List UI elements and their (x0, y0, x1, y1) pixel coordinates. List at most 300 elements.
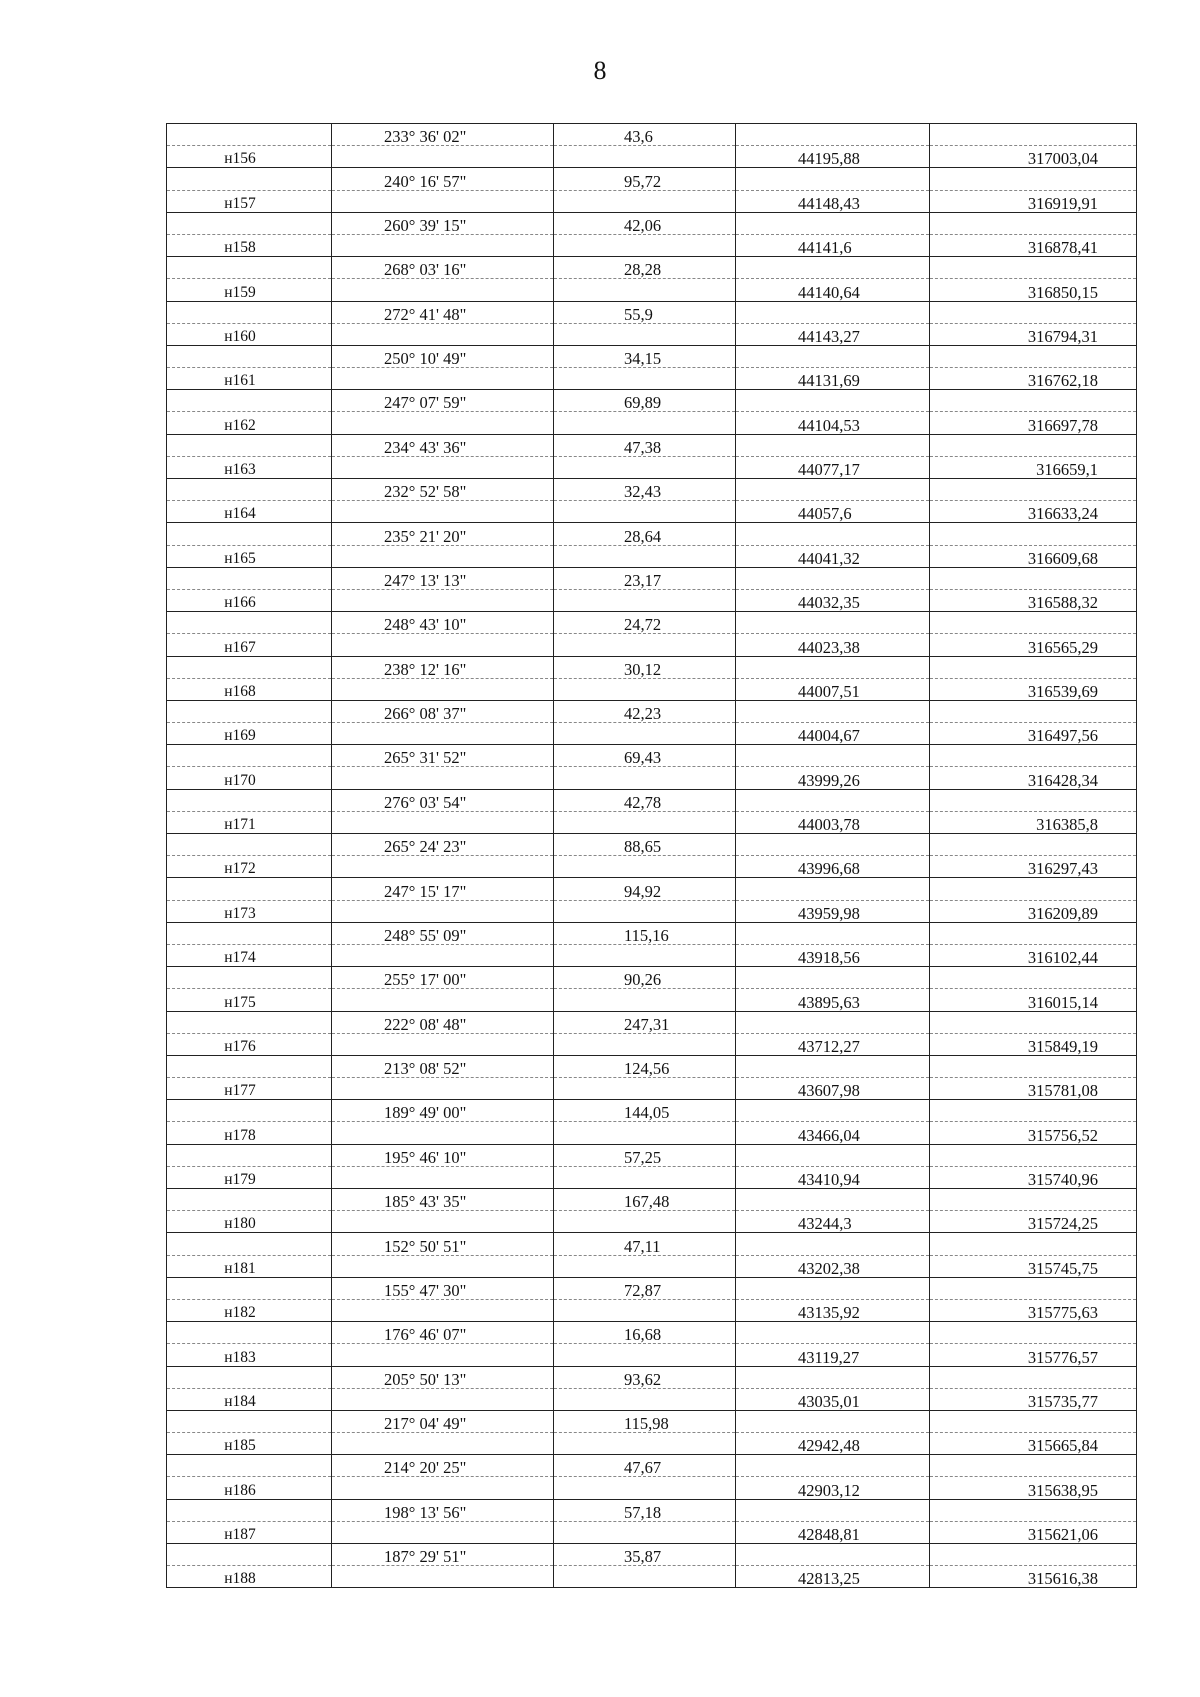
empty-cell (930, 479, 1137, 501)
empty-cell (736, 745, 930, 767)
empty-cell (167, 1277, 332, 1299)
empty-cell (930, 567, 1137, 589)
empty-cell (736, 257, 930, 279)
segment-angle: 247° 07' 59" (332, 390, 554, 412)
point-y-coordinate: 317003,04 (930, 146, 1137, 168)
segment-distance: 247,31 (554, 1011, 736, 1033)
segment-distance: 69,43 (554, 745, 736, 767)
empty-cell (930, 656, 1137, 678)
empty-cell (332, 456, 554, 478)
empty-cell (930, 1366, 1137, 1388)
segment-row (167, 1366, 1137, 1388)
empty-cell (554, 1521, 736, 1543)
empty-cell (736, 301, 930, 323)
empty-cell (736, 168, 930, 190)
segment-angle: 265° 31' 52" (332, 745, 554, 767)
point-name: н166 (167, 589, 332, 611)
empty-cell (930, 967, 1137, 989)
point-x-coordinate: 42942,48 (736, 1433, 930, 1455)
empty-cell (332, 1255, 554, 1277)
segment-angle: 268° 03' 16" (332, 257, 554, 279)
point-x-coordinate: 44057,6 (736, 501, 930, 523)
empty-cell (332, 811, 554, 833)
point-name: н171 (167, 811, 332, 833)
point-x-coordinate: 43119,27 (736, 1344, 930, 1366)
empty-cell (167, 878, 332, 900)
empty-cell (167, 567, 332, 589)
point-row (167, 146, 1137, 168)
segment-row (167, 1011, 1137, 1033)
empty-cell (930, 345, 1137, 367)
empty-cell (167, 967, 332, 989)
segment-angle: 217° 04' 49" (332, 1410, 554, 1432)
segment-distance: 23,17 (554, 567, 736, 589)
empty-cell (332, 146, 554, 168)
empty-cell (930, 1499, 1137, 1521)
segment-angle: 198° 13' 56" (332, 1499, 554, 1521)
empty-cell (930, 523, 1137, 545)
segment-distance: 24,72 (554, 612, 736, 634)
empty-cell (930, 1544, 1137, 1566)
segment-angle: 265° 24' 23" (332, 834, 554, 856)
empty-cell (167, 922, 332, 944)
empty-cell (736, 390, 930, 412)
segment-distance: 42,78 (554, 789, 736, 811)
empty-cell (332, 1166, 554, 1188)
empty-cell (930, 1322, 1137, 1344)
segment-angle: 235° 21' 20" (332, 523, 554, 545)
segment-row (167, 1055, 1137, 1077)
segment-row (167, 1277, 1137, 1299)
point-row (167, 1433, 1137, 1455)
empty-cell (167, 1100, 332, 1122)
segment-row (167, 390, 1137, 412)
segment-row (167, 967, 1137, 989)
point-x-coordinate: 44003,78 (736, 811, 930, 833)
segment-row (167, 124, 1137, 146)
point-row (167, 1033, 1137, 1055)
segment-row (167, 1544, 1137, 1566)
empty-cell (554, 1255, 736, 1277)
point-x-coordinate: 44023,38 (736, 634, 930, 656)
empty-cell (332, 1122, 554, 1144)
empty-cell (167, 301, 332, 323)
empty-cell (167, 1455, 332, 1477)
empty-cell (167, 168, 332, 190)
empty-cell (554, 1566, 736, 1588)
empty-cell (554, 456, 736, 478)
point-y-coordinate: 316762,18 (930, 368, 1137, 390)
segment-distance: 43,6 (554, 124, 736, 146)
segment-distance: 47,38 (554, 434, 736, 456)
empty-cell (167, 1233, 332, 1255)
empty-cell (930, 745, 1137, 767)
point-x-coordinate: 44143,27 (736, 323, 930, 345)
empty-cell (736, 1011, 930, 1033)
empty-cell (554, 412, 736, 434)
segment-distance: 47,67 (554, 1455, 736, 1477)
point-name: н170 (167, 767, 332, 789)
empty-cell (332, 767, 554, 789)
empty-cell (332, 634, 554, 656)
empty-cell (930, 1455, 1137, 1477)
point-x-coordinate: 43244,3 (736, 1211, 930, 1233)
segment-distance: 16,68 (554, 1322, 736, 1344)
empty-cell (554, 1388, 736, 1410)
segment-angle: 185° 43' 35" (332, 1189, 554, 1211)
point-y-coordinate: 315665,84 (930, 1433, 1137, 1455)
point-name: н177 (167, 1078, 332, 1100)
empty-cell (554, 501, 736, 523)
point-name: н169 (167, 723, 332, 745)
point-x-coordinate: 43895,63 (736, 989, 930, 1011)
point-x-coordinate: 44004,67 (736, 723, 930, 745)
segment-row (167, 878, 1137, 900)
point-row (167, 456, 1137, 478)
segment-angle: 213° 08' 52" (332, 1055, 554, 1077)
point-name: н175 (167, 989, 332, 1011)
point-x-coordinate: 42813,25 (736, 1566, 930, 1588)
point-y-coordinate: 316659,1 (930, 456, 1137, 478)
segment-angle: 247° 13' 13" (332, 567, 554, 589)
empty-cell (167, 1410, 332, 1432)
empty-cell (167, 479, 332, 501)
point-y-coordinate: 316878,41 (930, 234, 1137, 256)
segment-row (167, 301, 1137, 323)
empty-cell (332, 1566, 554, 1588)
empty-cell (167, 390, 332, 412)
page-number: 8 (593, 56, 607, 85)
empty-cell (167, 1322, 332, 1344)
point-y-coordinate: 316919,91 (930, 190, 1137, 212)
point-x-coordinate: 43918,56 (736, 944, 930, 966)
point-x-coordinate: 43959,98 (736, 900, 930, 922)
point-x-coordinate: 44195,88 (736, 146, 930, 168)
empty-cell (554, 723, 736, 745)
point-row (167, 900, 1137, 922)
segment-distance: 35,87 (554, 1544, 736, 1566)
point-y-coordinate: 316565,29 (930, 634, 1137, 656)
point-y-coordinate: 316428,34 (930, 767, 1137, 789)
empty-cell (736, 967, 930, 989)
empty-cell (930, 1100, 1137, 1122)
empty-cell (930, 257, 1137, 279)
empty-cell (167, 434, 332, 456)
segment-row (167, 434, 1137, 456)
segment-angle: 232° 52' 58" (332, 479, 554, 501)
point-x-coordinate: 42848,81 (736, 1521, 930, 1543)
segment-angle: 214° 20' 25" (332, 1455, 554, 1477)
empty-cell (554, 1477, 736, 1499)
segment-row (167, 1455, 1137, 1477)
point-name: н188 (167, 1566, 332, 1588)
segment-row (167, 345, 1137, 367)
empty-cell (167, 612, 332, 634)
point-y-coordinate: 315776,57 (930, 1344, 1137, 1366)
empty-cell (930, 124, 1137, 146)
point-row (167, 412, 1137, 434)
empty-cell (554, 589, 736, 611)
empty-cell (736, 922, 930, 944)
segment-distance: 72,87 (554, 1277, 736, 1299)
point-row (167, 1521, 1137, 1543)
point-row (167, 368, 1137, 390)
segment-angle: 222° 08' 48" (332, 1011, 554, 1033)
segment-angle: 189° 49' 00" (332, 1100, 554, 1122)
empty-cell (332, 1033, 554, 1055)
empty-cell (736, 834, 930, 856)
empty-cell (554, 1033, 736, 1055)
empty-cell (930, 1233, 1137, 1255)
point-y-coordinate: 315735,77 (930, 1388, 1137, 1410)
point-y-coordinate: 316609,68 (930, 545, 1137, 567)
segment-distance: 94,92 (554, 878, 736, 900)
empty-cell (736, 1366, 930, 1388)
empty-cell (332, 368, 554, 390)
empty-cell (930, 700, 1137, 722)
point-row (167, 989, 1137, 1011)
segment-row (167, 656, 1137, 678)
empty-cell (736, 1277, 930, 1299)
empty-cell (332, 234, 554, 256)
point-y-coordinate: 315638,95 (930, 1477, 1137, 1499)
segment-row (167, 567, 1137, 589)
point-x-coordinate: 43996,68 (736, 856, 930, 878)
empty-cell (167, 1544, 332, 1566)
point-x-coordinate: 44077,17 (736, 456, 930, 478)
empty-cell (736, 656, 930, 678)
coordinates-table-body (167, 124, 1137, 1588)
segment-distance: 95,72 (554, 168, 736, 190)
empty-cell (167, 1366, 332, 1388)
point-row (167, 811, 1137, 833)
segment-row (167, 1144, 1137, 1166)
empty-cell (332, 678, 554, 700)
empty-cell (736, 612, 930, 634)
point-row (167, 767, 1137, 789)
segment-angle: 255° 17' 00" (332, 967, 554, 989)
segment-distance: 30,12 (554, 656, 736, 678)
empty-cell (332, 1433, 554, 1455)
point-name: н176 (167, 1033, 332, 1055)
point-row (167, 190, 1137, 212)
point-row (167, 1211, 1137, 1233)
point-x-coordinate: 43712,27 (736, 1033, 930, 1055)
point-y-coordinate: 316850,15 (930, 279, 1137, 301)
point-name: н164 (167, 501, 332, 523)
empty-cell (332, 323, 554, 345)
empty-cell (167, 124, 332, 146)
point-name: н162 (167, 412, 332, 434)
segment-row (167, 834, 1137, 856)
empty-cell (167, 656, 332, 678)
empty-cell (736, 523, 930, 545)
point-name: н158 (167, 234, 332, 256)
empty-cell (930, 1277, 1137, 1299)
empty-cell (167, 700, 332, 722)
point-row (167, 234, 1137, 256)
empty-cell (736, 1410, 930, 1432)
point-name: н181 (167, 1255, 332, 1277)
point-name: н173 (167, 900, 332, 922)
point-x-coordinate: 43135,92 (736, 1299, 930, 1321)
empty-cell (930, 390, 1137, 412)
point-name: н184 (167, 1388, 332, 1410)
empty-cell (332, 856, 554, 878)
empty-cell (736, 124, 930, 146)
point-x-coordinate: 44041,32 (736, 545, 930, 567)
point-y-coordinate: 316297,43 (930, 856, 1137, 878)
empty-cell (930, 1410, 1137, 1432)
point-x-coordinate: 44140,64 (736, 279, 930, 301)
point-name: н183 (167, 1344, 332, 1366)
point-y-coordinate: 316102,44 (930, 944, 1137, 966)
empty-cell (930, 1011, 1137, 1033)
empty-cell (736, 479, 930, 501)
point-name: н168 (167, 678, 332, 700)
point-name: н185 (167, 1433, 332, 1455)
segment-row (167, 745, 1137, 767)
segment-angle: 195° 46' 10" (332, 1144, 554, 1166)
empty-cell (554, 1122, 736, 1144)
empty-cell (167, 523, 332, 545)
empty-cell (332, 1477, 554, 1499)
empty-cell (930, 1189, 1137, 1211)
point-y-coordinate: 316633,24 (930, 501, 1137, 523)
segment-row (167, 1233, 1137, 1255)
segment-row (167, 700, 1137, 722)
empty-cell (554, 146, 736, 168)
point-y-coordinate: 316697,78 (930, 412, 1137, 434)
segment-angle: 240° 16' 57" (332, 168, 554, 190)
segment-angle: 187° 29' 51" (332, 1544, 554, 1566)
empty-cell (554, 856, 736, 878)
empty-cell (332, 190, 554, 212)
point-row (167, 1122, 1137, 1144)
point-row (167, 1566, 1137, 1588)
point-name: н157 (167, 190, 332, 212)
point-name: н163 (167, 456, 332, 478)
coordinates-table (166, 123, 1137, 1588)
empty-cell (332, 279, 554, 301)
point-y-coordinate: 315740,96 (930, 1166, 1137, 1188)
segment-angle: 152° 50' 51" (332, 1233, 554, 1255)
point-name: н167 (167, 634, 332, 656)
point-row (167, 1078, 1137, 1100)
empty-cell (167, 1189, 332, 1211)
point-x-coordinate: 44032,35 (736, 589, 930, 611)
empty-cell (332, 412, 554, 434)
point-x-coordinate: 43410,94 (736, 1166, 930, 1188)
empty-cell (167, 1011, 332, 1033)
point-x-coordinate: 43202,38 (736, 1255, 930, 1277)
empty-cell (167, 345, 332, 367)
empty-cell (332, 1211, 554, 1233)
empty-cell (930, 834, 1137, 856)
empty-cell (167, 789, 332, 811)
point-y-coordinate: 316015,14 (930, 989, 1137, 1011)
point-name: н161 (167, 368, 332, 390)
segment-row (167, 212, 1137, 234)
segment-angle: 155° 47' 30" (332, 1277, 554, 1299)
empty-cell (554, 900, 736, 922)
empty-cell (554, 678, 736, 700)
segment-distance: 28,28 (554, 257, 736, 279)
segment-row (167, 1410, 1137, 1432)
empty-cell (736, 878, 930, 900)
point-y-coordinate: 315724,25 (930, 1211, 1137, 1233)
empty-cell (736, 700, 930, 722)
point-name: н186 (167, 1477, 332, 1499)
point-y-coordinate: 316385,8 (930, 811, 1137, 833)
empty-cell (736, 345, 930, 367)
point-y-coordinate: 315621,06 (930, 1521, 1137, 1543)
segment-row (167, 1100, 1137, 1122)
point-x-coordinate: 43607,98 (736, 1078, 930, 1100)
point-y-coordinate: 316539,69 (930, 678, 1137, 700)
segment-distance: 47,11 (554, 1233, 736, 1255)
point-y-coordinate: 315745,75 (930, 1255, 1137, 1277)
point-name: н159 (167, 279, 332, 301)
point-name: н174 (167, 944, 332, 966)
point-y-coordinate: 316209,89 (930, 900, 1137, 922)
segment-row (167, 789, 1137, 811)
point-y-coordinate: 315781,08 (930, 1078, 1137, 1100)
empty-cell (554, 1078, 736, 1100)
empty-cell (736, 1100, 930, 1122)
empty-cell (332, 501, 554, 523)
empty-cell (736, 1233, 930, 1255)
point-row (167, 1166, 1137, 1188)
segment-distance: 115,16 (554, 922, 736, 944)
point-y-coordinate: 316588,32 (930, 589, 1137, 611)
segment-angle: 238° 12' 16" (332, 656, 554, 678)
point-name: н182 (167, 1299, 332, 1321)
empty-cell (167, 212, 332, 234)
segment-distance: 57,25 (554, 1144, 736, 1166)
segment-distance: 124,56 (554, 1055, 736, 1077)
segment-angle: 176° 46' 07" (332, 1322, 554, 1344)
point-name: н187 (167, 1521, 332, 1543)
segment-distance: 167,48 (554, 1189, 736, 1211)
segment-distance: 144,05 (554, 1100, 736, 1122)
point-y-coordinate: 316794,31 (930, 323, 1137, 345)
point-row (167, 944, 1137, 966)
empty-cell (736, 789, 930, 811)
empty-cell (554, 1344, 736, 1366)
segment-row (167, 922, 1137, 944)
empty-cell (167, 745, 332, 767)
segment-distance: 28,64 (554, 523, 736, 545)
point-x-coordinate: 42903,12 (736, 1477, 930, 1499)
segment-angle: 260° 39' 15" (332, 212, 554, 234)
empty-cell (736, 1144, 930, 1166)
empty-cell (554, 767, 736, 789)
empty-cell (930, 168, 1137, 190)
segment-angle: 248° 55' 09" (332, 922, 554, 944)
empty-cell (332, 1388, 554, 1410)
segment-angle: 205° 50' 13" (332, 1366, 554, 1388)
segment-distance: 42,23 (554, 700, 736, 722)
empty-cell (930, 212, 1137, 234)
segment-distance: 88,65 (554, 834, 736, 856)
point-name: н160 (167, 323, 332, 345)
empty-cell (930, 1055, 1137, 1077)
segment-distance: 34,15 (554, 345, 736, 367)
segment-angle: 276° 03' 54" (332, 789, 554, 811)
point-row (167, 323, 1137, 345)
point-name: н179 (167, 1166, 332, 1188)
